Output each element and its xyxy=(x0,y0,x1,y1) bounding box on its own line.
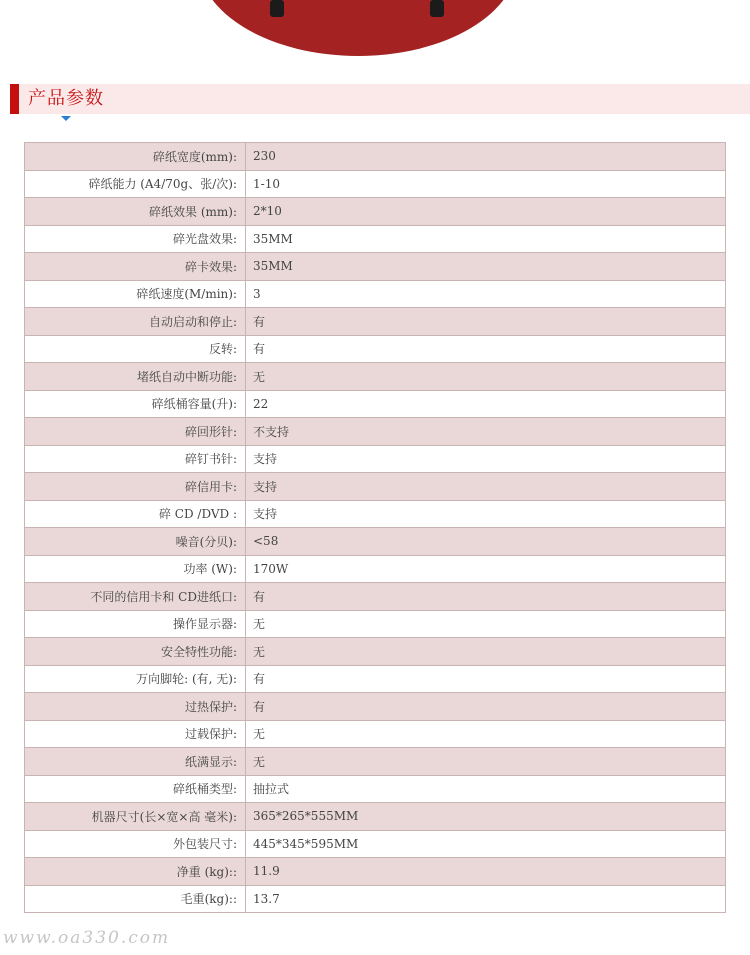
spec-value: 445*345*595MM xyxy=(246,830,726,858)
caret-down-icon xyxy=(61,116,71,121)
spec-value: 无 xyxy=(246,610,726,638)
spec-row xyxy=(25,308,726,336)
spec-row xyxy=(25,335,726,363)
spec-label: 不同的信用卡和 CD进纸口: xyxy=(25,583,246,611)
spec-value: 无 xyxy=(246,720,726,748)
spec-label: 碎纸效果 (mm): xyxy=(25,198,246,226)
spec-label: 碎光盘效果: xyxy=(25,225,246,253)
spec-value: 11.9 xyxy=(246,858,726,886)
spec-label: 碎卡效果: xyxy=(25,253,246,281)
section-header xyxy=(10,84,750,114)
spec-row xyxy=(25,830,726,858)
spec-row xyxy=(25,363,726,391)
spec-row xyxy=(25,253,726,281)
spec-row xyxy=(25,775,726,803)
spec-value: 有 xyxy=(246,335,726,363)
spec-value: 170W xyxy=(246,555,726,583)
spec-value: 不支持 xyxy=(246,418,726,446)
spec-value: 35MM xyxy=(246,225,726,253)
spec-value: 支持 xyxy=(246,500,726,528)
spec-row xyxy=(25,500,726,528)
spec-value: 有 xyxy=(246,665,726,693)
spec-value: <58 xyxy=(246,528,726,556)
spec-row xyxy=(25,610,726,638)
caster-right-icon xyxy=(430,0,444,17)
spec-label: 安全特性功能: xyxy=(25,638,246,666)
spec-row xyxy=(25,198,726,226)
spec-value: 22 xyxy=(246,390,726,418)
spec-row xyxy=(25,418,726,446)
spec-value: 无 xyxy=(246,363,726,391)
spec-label: 碎纸能力 (A4/70g、张/次): xyxy=(25,170,246,198)
spec-row xyxy=(25,143,726,171)
spec-value: 3 xyxy=(246,280,726,308)
spec-label: 碎 CD /DVD : xyxy=(25,500,246,528)
spec-label: 碎回形针: xyxy=(25,418,246,446)
spec-label: 碎纸宽度(mm): xyxy=(25,143,246,171)
spec-value: 支持 xyxy=(246,473,726,501)
spec-row xyxy=(25,390,726,418)
spec-label: 碎信用卡: xyxy=(25,473,246,501)
spec-row xyxy=(25,280,726,308)
spec-value: 230 xyxy=(246,143,726,171)
spec-row xyxy=(25,748,726,776)
spec-label: 毛重(kg):: xyxy=(25,885,246,913)
spec-label: 碎钉书针: xyxy=(25,445,246,473)
spec-label: 净重 (kg):: xyxy=(25,858,246,886)
spec-value: 有 xyxy=(246,308,726,336)
section-title: 产品参数 xyxy=(28,88,104,109)
spec-row xyxy=(25,473,726,501)
spec-value: 13.7 xyxy=(246,885,726,913)
caster-left-icon xyxy=(270,0,284,17)
section-header-accent xyxy=(10,84,19,114)
spec-label: 碎纸桶类型: xyxy=(25,775,246,803)
watermark: www.oa330.com xyxy=(3,928,171,948)
spec-row xyxy=(25,885,726,913)
spec-label: 碎纸桶容量(升): xyxy=(25,390,246,418)
spec-label: 操作显示器: xyxy=(25,610,246,638)
spec-label: 过载保护: xyxy=(25,720,246,748)
spec-row xyxy=(25,638,726,666)
spec-row xyxy=(25,858,726,886)
spec-label: 万向脚轮: (有, 无): xyxy=(25,665,246,693)
spec-label: 外包装尺寸: xyxy=(25,830,246,858)
spec-value: 抽拉式 xyxy=(246,775,726,803)
spec-value: 无 xyxy=(246,638,726,666)
spec-row xyxy=(25,528,726,556)
spec-value: 有 xyxy=(246,583,726,611)
spec-value: 35MM xyxy=(246,253,726,281)
spec-label: 纸满显示: xyxy=(25,748,246,776)
spec-value: 1-10 xyxy=(246,170,726,198)
spec-label: 过热保护: xyxy=(25,693,246,721)
spec-row xyxy=(25,583,726,611)
spec-label: 噪音(分贝): xyxy=(25,528,246,556)
spec-row xyxy=(25,693,726,721)
spec-label: 功率 (W): xyxy=(25,555,246,583)
product-image-bottom xyxy=(0,0,750,60)
spec-value: 2*10 xyxy=(246,198,726,226)
spec-label: 机器尺寸(长×宽×高 毫米): xyxy=(25,803,246,831)
spec-row xyxy=(25,665,726,693)
spec-table xyxy=(24,142,726,913)
spec-value: 无 xyxy=(246,748,726,776)
spec-row xyxy=(25,720,726,748)
spec-value: 支持 xyxy=(246,445,726,473)
spec-label: 反转: xyxy=(25,335,246,363)
spec-row xyxy=(25,555,726,583)
spec-row xyxy=(25,170,726,198)
spec-value: 有 xyxy=(246,693,726,721)
spec-label: 堵纸自动中断功能: xyxy=(25,363,246,391)
spec-row xyxy=(25,225,726,253)
spec-row xyxy=(25,445,726,473)
spec-value: 365*265*555MM xyxy=(246,803,726,831)
spec-label: 碎纸速度(M/min): xyxy=(25,280,246,308)
spec-label: 自动启动和停止: xyxy=(25,308,246,336)
spec-row xyxy=(25,803,726,831)
